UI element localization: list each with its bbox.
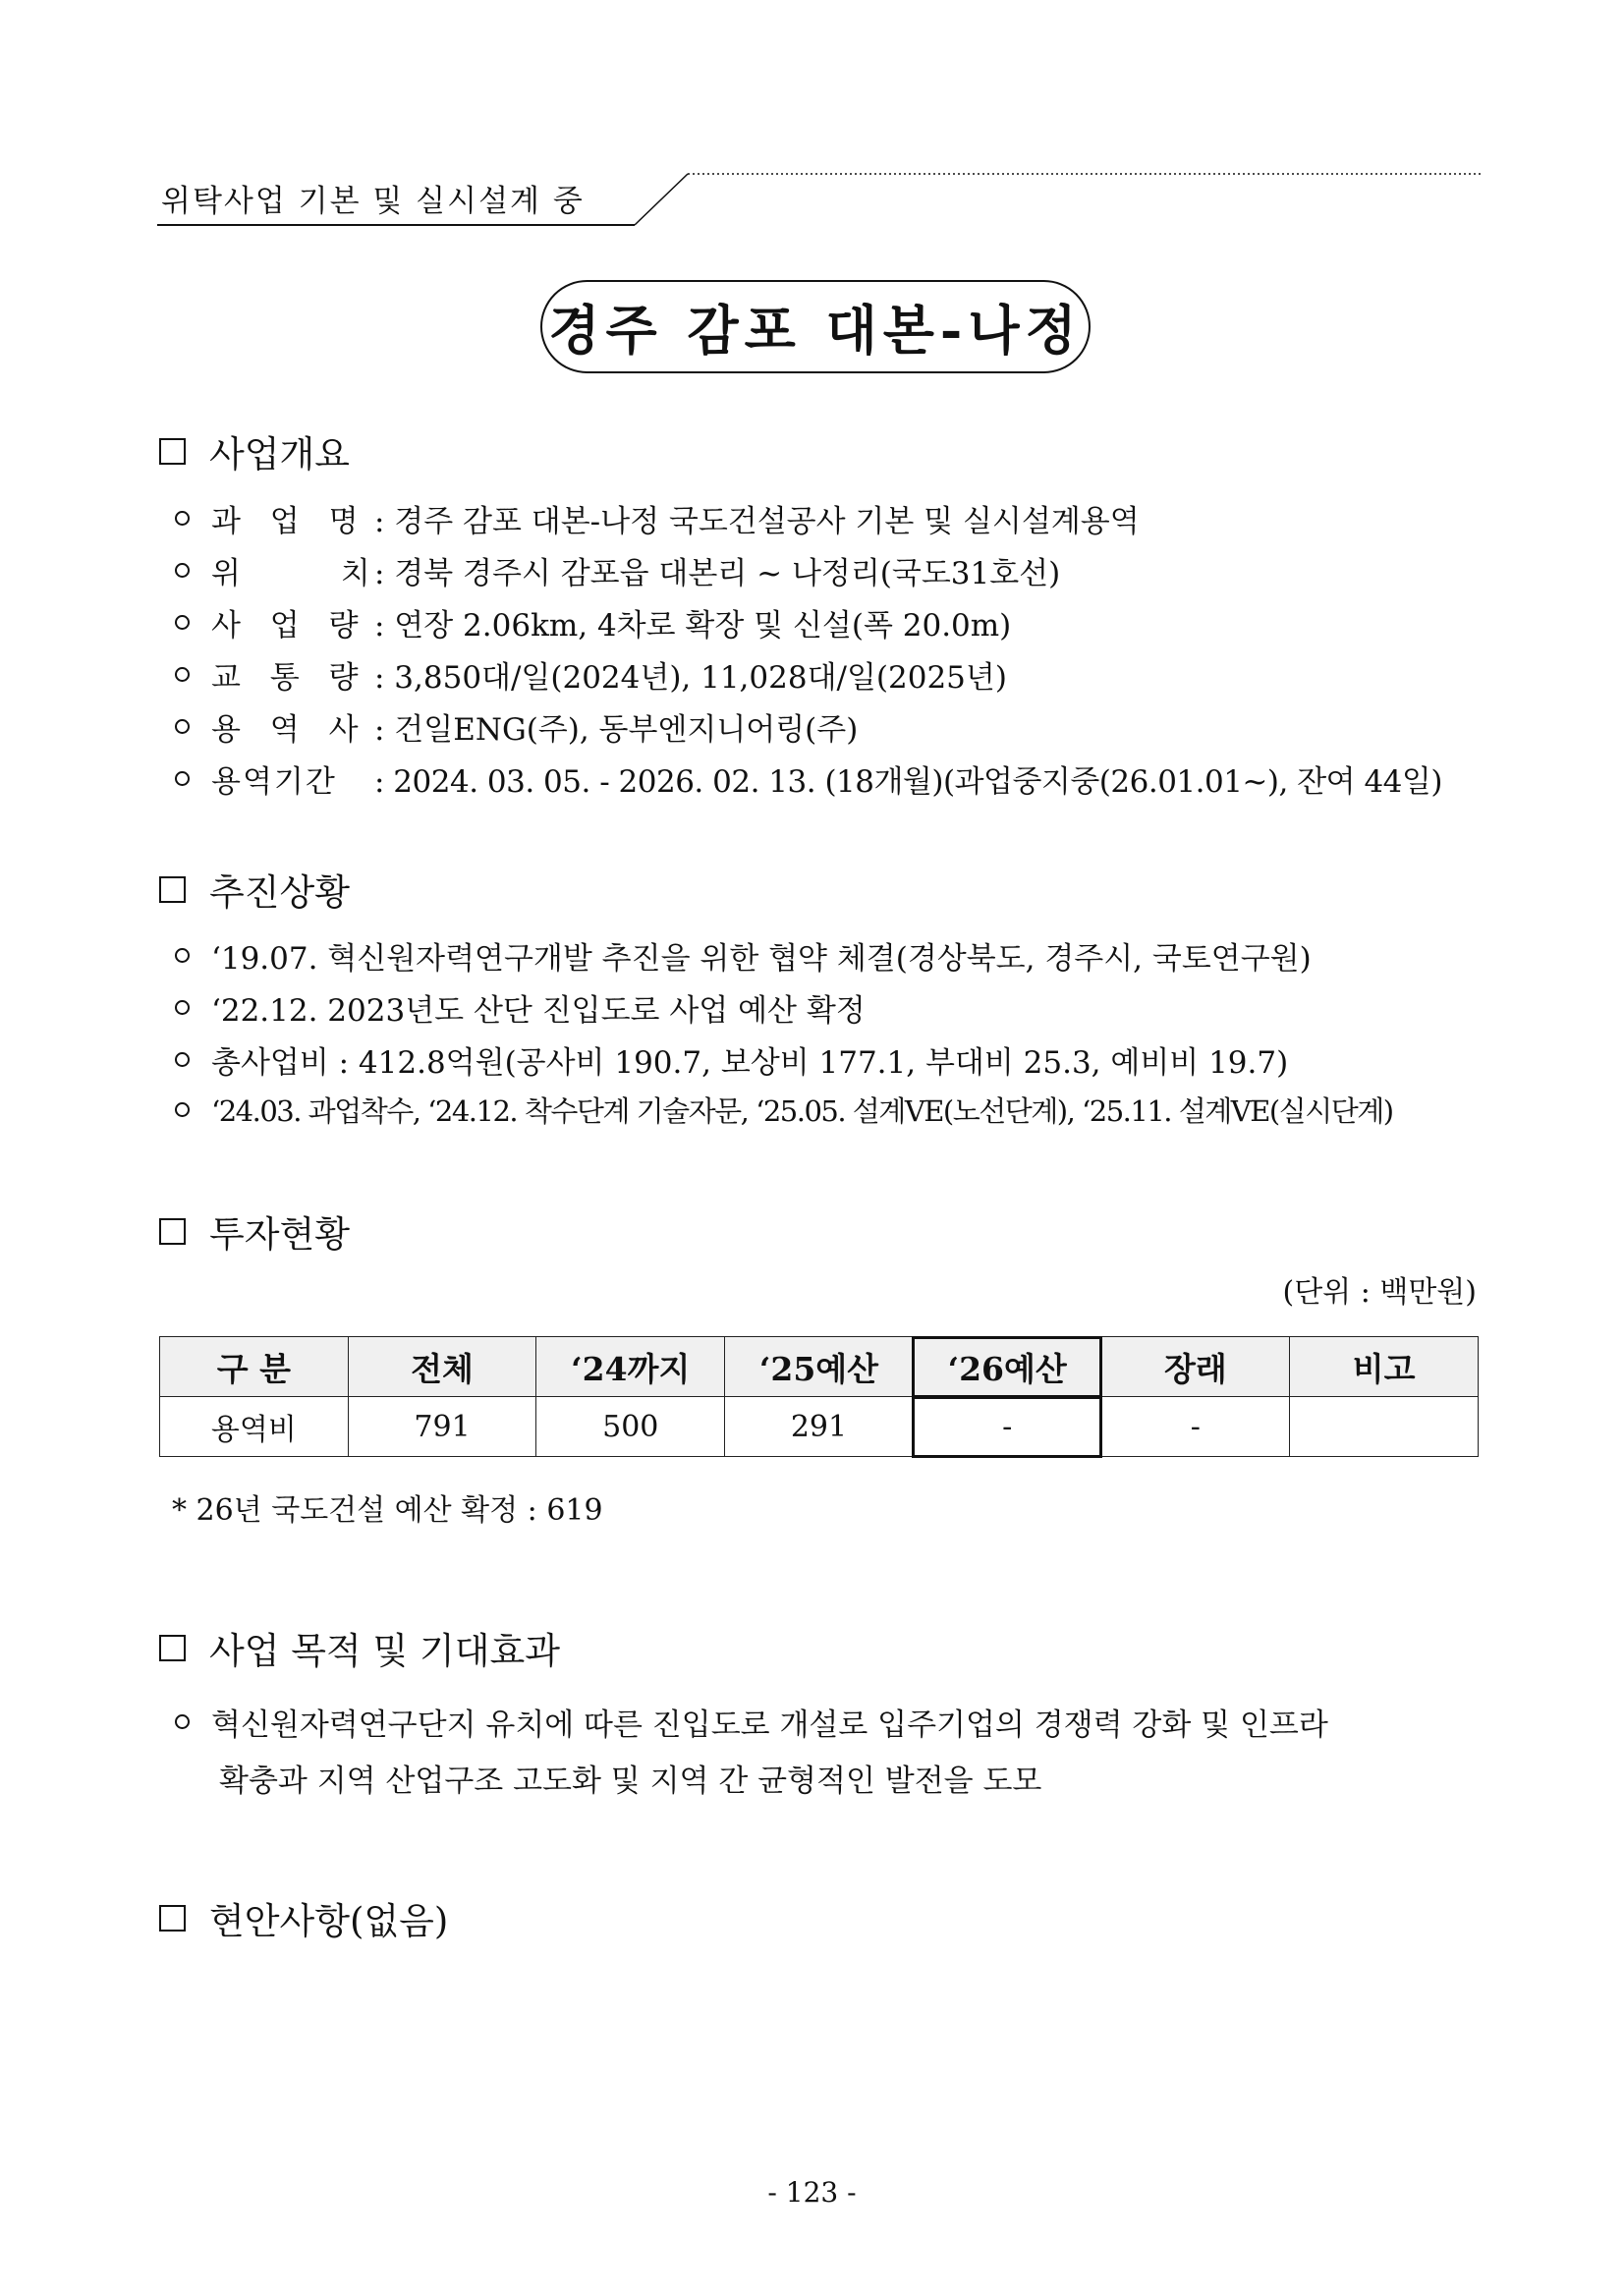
overview-item — [175, 600, 1011, 644]
progress-item — [175, 985, 866, 1030]
section-title: 추진상황 — [209, 871, 350, 914]
bullet-circle-icon — [175, 1714, 190, 1729]
item-value: : 경주 감포 대본-나정 국도건설공사 기본 및 실시설계용역 — [374, 504, 1140, 539]
table-cell: 500 — [536, 1397, 725, 1457]
checkbox-square-icon — [159, 1218, 186, 1245]
page-number: - 123 - — [767, 2176, 857, 2209]
item-value: : 경북 경주시 감포읍 대본리 ~ 나정리(국도31호선) — [374, 556, 1061, 591]
purpose-item — [175, 1700, 1328, 1744]
overview-item — [175, 756, 1442, 801]
column-header: 장래 — [1101, 1337, 1290, 1397]
table-cell: 용역비 — [160, 1397, 349, 1457]
item-text: ‘19.07. 혁신원자력연구개발 추진을 위한 협약 체결(경상북도, 경주시, 국토연구원) — [211, 941, 1312, 977]
checkbox-square-icon — [159, 438, 186, 465]
section-heading-purpose — [159, 1621, 560, 1674]
column-header: ‘25예산 — [725, 1337, 914, 1397]
table-cell: 791 — [348, 1397, 536, 1457]
item-value: : 3,850대/일(2024년), 11,028대/일(2025년) — [374, 660, 1007, 696]
header-text: 위탁사업 기본 및 실시설계 중 — [161, 184, 585, 219]
bullet-circle-icon — [175, 1000, 190, 1015]
bullet-circle-icon — [175, 771, 190, 786]
section-title: 현안사항(없음) — [209, 1900, 449, 1942]
investment-table — [159, 1336, 1479, 1457]
table-cell: 291 — [725, 1397, 914, 1457]
overview-item — [175, 548, 1060, 592]
item-text: 총사업비 : 412.8억원(공사비 190.7, 보상비 177.1, 부대비 25.3, 예비비 19.7) — [211, 1045, 1289, 1081]
section-title: 투자현황 — [209, 1213, 350, 1256]
item-value: : 연장 2.06km, 4차로 확장 및 신설(폭 20.0m) — [374, 608, 1012, 644]
bullet-circle-icon — [175, 511, 190, 526]
section-heading-issues — [159, 1891, 448, 1944]
item-key: 위 치 — [211, 556, 416, 591]
table-row — [160, 1397, 1479, 1457]
column-header: ‘24까지 — [536, 1337, 725, 1397]
progress-item — [175, 933, 1312, 978]
table-cell — [1290, 1397, 1479, 1457]
checkbox-square-icon — [159, 876, 186, 903]
table-cell-highlighted: - — [913, 1397, 1101, 1457]
bullet-circle-icon — [175, 1052, 190, 1067]
table-cell: - — [1101, 1397, 1290, 1457]
progress-item — [175, 1037, 1288, 1082]
overview-item — [175, 496, 1140, 540]
section-heading-investment — [159, 1204, 350, 1258]
item-text: ‘22.12. 2023년도 산단 진입도로 사업 예산 확정 — [211, 993, 866, 1029]
column-header: 전체 — [348, 1337, 536, 1397]
overview-item — [175, 704, 858, 749]
bullet-circle-icon — [175, 563, 190, 578]
table-note: * 26년 국도건설 예산 확정 : 619 — [172, 1493, 603, 1528]
item-text: ‘24.03. 과업착수, ‘24.12. 착수단계 기술자문, ‘25.05. 설계VE(노선단계), ‘25.11. 설계VE(실시단계) — [211, 1094, 1393, 1128]
bullet-circle-icon — [175, 615, 190, 630]
section-heading-overview — [159, 424, 350, 477]
section-heading-progress — [159, 863, 350, 916]
item-key: 용역기간 — [211, 764, 337, 800]
title-box — [540, 280, 1091, 373]
item-key: 교 통 량 — [211, 660, 368, 696]
bullet-circle-icon — [175, 948, 190, 963]
unit-label: (단위 : 백만원) — [1282, 1275, 1477, 1310]
item-value: : 2024. 03. 05. - 2026. 02. 13. (18개월)(과업중지중(26.01.01~), 잔여 44일) — [374, 764, 1442, 800]
item-key: 사 업 량 — [211, 608, 368, 644]
bullet-circle-icon — [175, 1102, 190, 1117]
table-header-row — [160, 1337, 1479, 1397]
column-header: 구 분 — [160, 1337, 349, 1397]
bullet-circle-icon — [175, 719, 190, 734]
running-header — [157, 162, 1484, 231]
page-title: 경주 감포 대본-나정 — [548, 299, 1083, 362]
bullet-circle-icon — [175, 667, 190, 682]
section-title: 사업개요 — [209, 433, 350, 476]
purpose-continuation: 확충과 지역 산업구조 고도화 및 지역 간 균형적인 발전을 도모 — [219, 1764, 1042, 1799]
column-header: 비고 — [1290, 1337, 1479, 1397]
column-header-highlighted: ‘26예산 — [913, 1337, 1101, 1397]
progress-item — [175, 1090, 1393, 1130]
section-title: 사업 목적 및 기대효과 — [209, 1630, 560, 1672]
item-key: 과 업 명 — [211, 504, 368, 539]
checkbox-square-icon — [159, 1905, 186, 1932]
item-value: : 건일ENG(주), 동부엔지니어링(주) — [374, 712, 859, 748]
item-text: 혁신원자력연구단지 유치에 따른 진입도로 개설로 입주기업의 경쟁력 강화 및 인프라 — [211, 1708, 1328, 1743]
overview-item — [175, 652, 1007, 697]
checkbox-square-icon — [159, 1635, 186, 1661]
item-key: 용 역 사 — [211, 712, 368, 748]
